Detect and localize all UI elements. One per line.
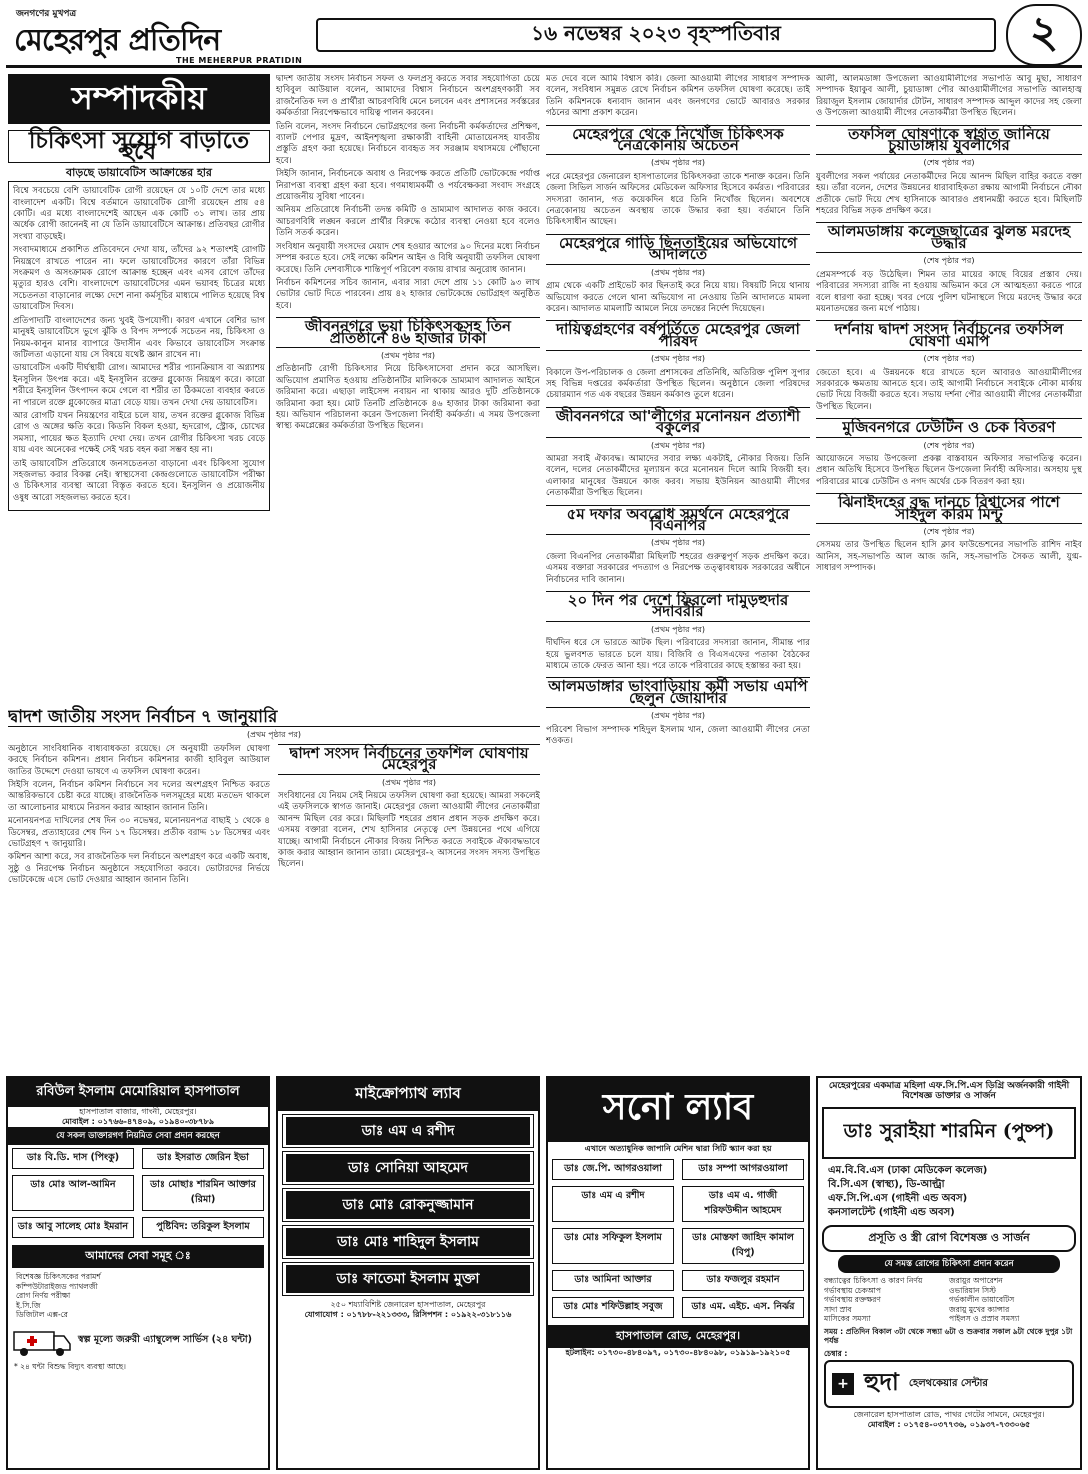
doctor-degree: এম.বি.বি.এস (ঢাকা মেডিকেল কলেজ) — [828, 1165, 988, 1176]
service-item: সাদা স্রাব — [824, 1304, 852, 1314]
news-paragraph: জেতো হবে। এ উন্নয়নকে ধরে রাখতে হলে আবারও আওয়ামীলীগের সরকারকে ক্ষমতায় আনতে হবে। তাই আগামী নির্বাচনে সবাইকে নৌকা মার্কায় ভোট দিয়ে বিজয়ী করতে হবে। সভায় দর্শনা পৌর আওয়ামী লীগের নেতাকর্মীরা উপস্থিত ছিলেন। — [816, 367, 1082, 412]
doctor-name: ডাঃ আবু সালেহ মোঃ ইমরান — [17, 1221, 129, 1232]
service-item: ই.সি.জি — [16, 1300, 41, 1310]
ad-address: হাসপাতাল রোড, মেহেরপুর। — [548, 1325, 808, 1348]
news-paragraph: যুবলীগের সকল পর্যায়ের নেতাকর্মীদের নিয়ে আনন্দ মিছিল বাহির করতে বক্তা হয়। তাঁরা বলেন, দেশের উন্নয়নের ধারাবাহিকতা রক্ষায় আগামী নির্বাচনে নৌকা প্রতীকে ভোট দিয়ে শেখ হাসিনাকে আবারও প্রধানমন্ত্রী করতে হবে। মিছিলটি শহরের বিভিন্ন সড়ক প্রদক্ষিণ করে। — [816, 171, 1082, 217]
continued-label: (প্রথম পৃষ্ঠার পর) — [650, 158, 706, 168]
continued-label: (প্রথম পৃষ্ঠার পর) — [380, 350, 436, 360]
continued-label: (প্রথম পৃষ্ঠার পর) — [650, 440, 706, 450]
continued-label: (শেষ পৃষ্ঠার পর) — [923, 440, 975, 450]
continued-label: (শেষ পৃষ্ঠার পর) — [923, 158, 975, 168]
editorial-banner: সম্পাদকীয় — [8, 74, 270, 124]
service-item: বিশেষজ্ঞ চিকিৎসকের পরামর্শ — [16, 1272, 101, 1281]
ad-intro: এখানে অত্যাধুনিক জাপানি মেশিন দ্বারা সিটি স্ক্যান করা হয় — [584, 1144, 772, 1153]
service-item: জরায়ুর অপারেশন — [949, 1276, 1003, 1285]
doctor-name: ডাঃ মোছাঃ শারমিন আক্তার (রিমা) — [150, 1179, 256, 1205]
issue-date: ১৬ নভেম্বর ২০২৩ বৃহস্পতিবার — [316, 18, 996, 52]
specialty-banner: প্রসূতি ও স্ত্রী রোগ বিশেষজ্ঞ ও সার্জন — [868, 1231, 1030, 1244]
doctor-name: ডাঃ এম এ. গাজী শরিফউদ্দীন আহমেদ — [704, 1190, 782, 1216]
ad-phone: মোবাইল : ০১৭৬৬-৪৭৪০৯, ০১৯৪০-৩৮৭৮৯ — [61, 1117, 215, 1126]
service-item: বন্ধ্যাত্বের চিকিৎসা ও কারণ নির্ণয় — [824, 1276, 923, 1285]
masthead — [6, 4, 1082, 68]
service-item: ওভারিয়ান সিস্ট — [949, 1285, 996, 1295]
doctor-name: ডাঃ সোনিয়া আহমেদ — [286, 1154, 530, 1182]
clinic-subtitle: হেলথকেয়ার সেন্টার — [908, 1377, 988, 1389]
doctor-degree: এফ.সি.পি.এস (গাইনী এন্ড অবস) — [828, 1193, 968, 1204]
news-column-4 — [816, 74, 1082, 1070]
service-item: মাসিকের সমস্যা — [824, 1314, 871, 1323]
continued-label: (প্রথম পৃষ্ঠার পর) — [246, 730, 302, 740]
continued-label: (প্রথম পৃষ্ঠার পর) — [650, 624, 706, 634]
ad-sono-lab — [546, 1076, 810, 1470]
doctor-name: ডাঃ সম্পা আগরওয়ালা — [698, 1163, 788, 1174]
doctor-name: ডাঃ এম এ রশীদ — [286, 1117, 530, 1145]
ad-intro: মেহেরপুরের একমাত্র মহিলা এফ.সি.পি.এস ডিগ্রি অর্জনকারী গাইনী বিশেষজ্ঞ ডাক্তার ও সার্জন — [828, 1081, 1070, 1101]
continued-label: (প্রথম পৃষ্ঠার পর) — [650, 711, 706, 721]
news-paragraph: গ্রাম থেকে একটি প্রাইভেট কার ছিনতাই করে নিয়ে যায়। বিষয়টি নিয়ে থানায় অভিযোগ করতে গেলে থানা অভিযোগ না নেওয়ায় তিনি আদালতে মামলা করেন। আদালত মামলাটি আমলে নিয়ে তদন্তের নির্দেশ দিয়েছেন। — [546, 281, 810, 314]
news-paragraph: বিকালে উপ-পরিচালক ও জেলা প্রশাসকের প্রতিনিধি, অতিরিক্ত পুলিশ সুপার সহ বিভিন্ন দপ্তরের কর্মকর্তারা উপস্থিত ছিলেন। অনুষ্ঠানে জেলা পরিষদের চেয়ারম্যান গত এক বছরের উন্নয়ন কর্মকাণ্ড তুলে ধরেন। — [546, 367, 810, 401]
page-number: ২ — [1006, 4, 1082, 66]
editorial-body — [8, 181, 270, 511]
doctor-name: ডাঃ মোস্তফা জাহিদ কামাল (বিপু) — [692, 1232, 794, 1258]
continued-label: (প্রথম পৃষ্ঠার পর) — [381, 777, 437, 787]
ad-title: মাইক্রোপ্যাথ ল্যাব — [278, 1078, 538, 1111]
news-column-2 — [276, 74, 540, 694]
ad-address: ২৫০ শয্যাবিশিষ্ট জেনারেল হাসপাতাল, মেহেরপুর — [330, 1300, 486, 1309]
ad-phone: হটলাইন: ০১৭৩০-৪৮৪০৯৭, ০১৭৩০-৪৮৪০৯৮, ০১৯১৯-১৯২১০৫ — [565, 1348, 791, 1357]
election-paragraph: মনোনয়নপত্র দাখিলের শেষ দিন ৩০ নভেম্বর, মনোনয়নপত্র বাছাই ১ থেকে ৪ ডিসেম্বর, প্রত্যাহারের শেষ দিন ১৭ ডিসেম্বর। প্রতীক বরাদ্দ ১৮ ডিসেম্বর এবং ভোটগ্রহণ ৭ জানুয়ারি। — [8, 816, 270, 850]
continued-label: (শেষ পৃষ্ঠার পর) — [923, 354, 975, 364]
election-paragraph: কমিশন আশা করে, সব রাজনৈতিক দল নির্বাচনে অংশগ্রহণ করে একটি অবাধ, সুষ্ঠু ও নিরপেক্ষ নির্বাচন অনুষ্ঠানে সহযোগিতা করবে। ভোটারদের নির্ভয়ে ভোটকেন্দ্রে এসে ভোট দেওয়ার আহ্বান জানান তিনি। — [8, 852, 270, 886]
services-list — [818, 1276, 1080, 1324]
news-paragraph: সেসময় তার উপস্থিত ছিলেন হাসি ক্লাব ফাউন্ডেশনের সভাপতি রাশিদ নাইব আনিস, সহ-সভাপতি আল আজ জনি, সহ-সভাপতি সৈকত আলী, যুগ্ম-সাধারণ সম্পাদক। — [816, 540, 1082, 574]
service-item: কম্পিউটারাইজড প্যাথলজী — [16, 1281, 98, 1291]
doctor-name: ডাঃ ফাতেমা ইসলাম মুক্তা — [286, 1265, 530, 1293]
ad-phone: যোগাযোগ : ০১৭৮৮-২২১৩৩৩, রিসিপশন : ০১৯২২-৩১৮১১৬ — [304, 1310, 512, 1319]
ad-gynae-doctor — [816, 1076, 1082, 1470]
continued-label: (প্রথম পৃষ্ঠার পর) — [650, 538, 706, 548]
service-item: ডিজিটাল এক্স-রে — [16, 1310, 68, 1319]
chamber-time: সময় : প্রতিদিন বিকাল ৩টা থেকে সন্ধ্যা ৬টা ও শুক্রবার সকাল ৯টা থেকে দুপুর ১টা পর্যন্ত — [824, 1326, 1073, 1345]
ad-address: হাসপাতাল বাজার, গাংনী, মেহেরপুর। — [79, 1107, 197, 1116]
news-paragraph: প্রেমসম্পর্কে বড় উঠেছিল। শিমন তার মায়ের কাছে বিয়ের প্রস্তাব দেয়। পরিবারের সদস্যরা রাজি না হওয়ায় অভিমান করে সে আত্মহত্যা করতে পারে বলে ধারণা করা হচ্ছে। খবর পেয়ে পুলিশ ঘটনাস্থলে গিয়ে মরদেহ উদ্ধার করে ময়নাতদন্তের জন্য মর্গে পাঠায়। — [816, 269, 1082, 314]
doctor-name: ডাঃ জে.পি. আগরওয়ালা — [564, 1163, 662, 1174]
service-item: পাইলস ও প্রস্রাব সমস্যা — [949, 1314, 1020, 1323]
continued-label: (শেষ পৃষ্ঠার পর) — [923, 256, 975, 266]
news-paragraph: সিইসি জানান, নির্বাচনকে অবাধ ও নিরপেক্ষ করতে প্রতিটি ভোটকেন্দ্রে পর্যাপ্ত নিরাপত্তা ব্যবস্থা গ্রহণ করা হবে। গণমাধ্যমকর্মী ও পর্যবেক্ষকরা সংবাদ সংগ্রহে প্রয়োজনীয় সুবিধা পাবেন। — [276, 169, 540, 203]
ad-title: রবিউল ইসলাম মেমোরিয়াল হাসপাতাল — [8, 1078, 268, 1107]
ad-phone: মোবাইল : ০১৭৫৪-০৩৭৭৩৬, ০১৯৩৭-৭৩৩০৬৫ — [867, 1420, 1031, 1429]
doctor-name: ডাঃ মোঃ আল-আমিন — [30, 1179, 116, 1190]
logo-title: মেহেরপুর প্রতিদিন — [14, 23, 221, 58]
news-headline: আলমডাঙ্গার ভাংবাড়িয়ায় কর্মী সভায় এমপি ছেলুন জোয়ার্দার — [546, 677, 810, 708]
news-headline: মুজিবনগরে ঢেউটিন ও চেক বিতরণ — [816, 418, 1082, 437]
election-paragraph: সিইসি বলেন, নির্বাচন কমিশন নির্বাচনে সব দলের অংশগ্রহণ নিশ্চিত করতে আন্তরিকভাবে চেষ্টা করে যাচ্ছে। রাজনৈতিক দলসমূহের মধ্যে মতভেদ থাকলে তা আলোচনার মাধ্যমে নিরসন করার আহ্বান জানান তিনি। — [8, 780, 270, 813]
news-paragraph: দীর্ঘদিন ধরে সে ভারতে আটক ছিল। পরিবারের সদস্যরা জানান, সীমান্ত পার হয়ে ভুলবশত ভারতে চলে যায়। বিজিবি ও বিএসএফের পতাকা বৈঠকের মাধ্যমে তাকে ফেরত আনা হয়। পরে তাকে পরিবারের কাছে হস্তান্তর করা হয়। — [546, 638, 810, 672]
news-headline: মেহেরপুরে থেকে নিখোঁজ চিকিৎসক নেত্রকোনায় অচেতন — [546, 125, 810, 156]
editorial-paragraph: প্রতিপাদ্যটি বাংলাদেশের জন্য খুবই উপযোগী। কারণ এখানে বেশির ভাগ মানুষই ডায়াবেটিসে ভুগে ঝুঁকি ও বিপদ সম্পর্কে সচেতন নয়, চিকিৎসা ও নিয়ম-কানুন মানার ব্যাপারে উদাসীন এবং কিভাবে ডায়াবেটিস সংক্রান্ত জটিলতা এড়ানো যায় সে বিষয়ে যথেষ্ট জ্ঞান রাখেন না। — [13, 315, 265, 360]
doctor-name: ডাঃ এম এ রশীদ — [581, 1190, 645, 1201]
ambulance-icon — [12, 1324, 72, 1358]
ad-footer: * ২৪ ঘন্টা বিশুদ্ধ বিদ্যুৎ ব্যবস্থা আছে। — [14, 1361, 126, 1371]
election-headline: দ্বাদশ জাতীয় সংসদ নির্বাচন ৭ জানুয়ারি — [8, 709, 540, 727]
services-list — [8, 1272, 268, 1320]
editorial-paragraph: আর রোগটি যখন নিয়ন্ত্রণের বাইরে চলে যায়, তখন রক্তের গ্লুকোজ বিভিন্ন রোগ ও অঙ্গের ক্ষতি করে। কিডনি বিকল হওয়া, হৃদরোগ, স্ট্রোক, চোখের সমস্যা, পায়ের ক্ষত ইত্যাদি দেখা দেয়। তখন রোগীর চিকিৎসা খরচ বেড়ে যায় এবং অনেকের পক্ষেই সেই খরচ বহন করা সম্ভব হয় না। — [13, 410, 265, 456]
service-item: রোগ নির্ণয় পরীক্ষা — [16, 1291, 71, 1300]
service-item: গর্ভকালীন ডায়াবেটিস — [949, 1295, 1015, 1304]
schedule-story-text: সংবিধানের যে নিয়ম সেই নিয়মে তফসিল ঘোষণা করা হয়েছে। আমরা সকলেই এই তফসিলকে স্বাগত জানাই। মেহেরপুর জেলা আওয়ামী লীগের নেতাকর্মীরা আনন্দ মিছিল বের করে। মিছিলটি শহরের প্রধান প্রধান সড়ক প্রদক্ষিণ করে। এসময় বক্তারা বলেন, শেখ হাসিনার নেতৃত্বে দেশ উন্নয়নের পথে এগিয়ে যাচ্ছে। আগামী নির্বাচনে নৌকার বিজয় নিশ্চিত করতে সবাইকে ঐক্যবদ্ধভাবে কাজ করার আহ্বান জানান তারা। মেহেরপুর-২ আসনের সংসদ সদস্য উপস্থিত ছিলেন। — [278, 791, 540, 870]
chamber-label: চেম্বার : — [824, 1348, 848, 1358]
doctor-name: ডাঃ মোঃ শাহিদুল ইসলাম — [286, 1228, 530, 1256]
ad-hospital — [6, 1076, 270, 1470]
news-paragraph: সংবিধান অনুযায়ী সংসদের মেয়াদ শেষ হওয়ার আগের ৯০ দিনের মধ্যে নির্বাচন সম্পন্ন করতে হবে। সেই লক্ষ্যে কমিশন আইন ও বিধি অনুযায়ী তফসিল ঘোষণা করেছে। তিনি দেশবাসীকে শান্তিপূর্ণ পরিবেশ বজায় রাখার অনুরোধ জানান। — [276, 241, 540, 275]
news-column-3 — [546, 74, 810, 1070]
news-headline: দর্শনায় দ্বাদশ সংসদ নির্বাচনের তফসিল ঘোষণা এমপি — [816, 320, 1082, 351]
clinic-name: হুদা — [864, 1367, 899, 1396]
service-item: জরায়ু মুখের ক্যান্সার — [949, 1304, 1010, 1314]
doctor-name: ডাঃ ফজলুর রহমান — [706, 1274, 780, 1285]
doctor-name: ডাঃ এম. এইচ. এস. নির্ঝর — [691, 1301, 795, 1312]
news-paragraph: মত দেবে বলে আমি বিশ্বাস করি। জেলা আওয়ামী লীগের সাধারণ সম্পাদক বলেন, সংবিধান সমুন্নত রেখে নির্বাচন কমিশন তফসিল ঘোষণা করেছে। তাই তিনি কমিশনকে ধন্যবাদ জানান এবং জনগণের ভোটে আবারও সরকার গঠনের আশা প্রকাশ করেন। — [546, 74, 810, 119]
news-paragraph: দ্বাদশ জাতীয় সংসদ নির্বাচন সফল ও ফলপ্রসূ করতে সবার সহযোগিতা চেয়ে হাবিবুল আউয়াল বলেন, আমাদের বিশ্বাস নির্বাচনে অংশগ্রহণকারী সব রাজনৈতিক দল ও প্রার্থীরা আচরণবিধি মেনে চলবেন এবং প্রশাসনের সর্বস্তরের কর্মকর্তারা নিরপেক্ষভাবে দায়িত্ব পালন করবেন। — [276, 74, 540, 119]
news-headline: আলমডাঙ্গায় কলেজছাত্রের ঝুলন্ত মরদেহ উদ্ধার — [816, 222, 1082, 253]
continued-label: (শেষ পৃষ্ঠার পর) — [923, 527, 975, 536]
editorial-paragraph: ডায়াবেটিস একটি দীর্ঘস্থায়ী রোগ। আমাদের শরীর প্যানক্রিয়াস বা অগ্ন্যাশয় ইনসুলিন উৎপন্ন করে। এই ইনসুলিন রক্তের গ্লুকোজ নিয়ন্ত্রণ করে। কারো শরীরে ইনসুলিন উৎপাদন কমে গেলে বা শরীর তা ঠিকমতো ব্যবহার করতে না পারলে রক্তে গ্লুকোজের মাত্রা বেড়ে যায়। তখন দেখা দেয় ডায়াবেটিস। — [13, 363, 265, 408]
election-story — [8, 704, 540, 1070]
news-headline: ২০ দিন পর দেশে ফিরলো দামুড়হুদার সদাবরীর — [546, 591, 810, 622]
news-paragraph: পরিবেশ বিভাগ সম্পাদক শহিদুল ইসলাম খান, জেলা আওয়ামী লীগের নেতা শওকত। — [546, 724, 810, 747]
news-paragraph: তিনি বলেন, সংসদ নির্বাচনে ভোটগ্রহণের জন্য নির্বাচনী কর্মকর্তাদের প্রশিক্ষণ, ব্যালট পেপার মুদ্রণ, আইনশৃঙ্খলা রক্ষাকারী বাহিনী মোতায়েনসহ যাবতীয় প্রস্তুতি গ্রহণ করা হয়েছে। নির্বাচনে ব্যবহৃত সব সরঞ্জাম যথাসময়ে পৌঁছানো হবে। — [276, 121, 540, 166]
editorial-headline: চিকিৎসা সুযোগ বাড়াতে হবে — [8, 130, 270, 163]
news-headline: মেহেরপুরে গাড়ি ছিনতাইয়ের অভিযোগে আদালতে — [546, 234, 810, 265]
continued-label: (প্রথম পৃষ্ঠার পর) — [650, 354, 706, 364]
health-story-text: প্রতিষ্ঠানটি রোগী চিকিৎসার নিয়ে চিকিৎসাসেবা প্রদান করে আসছিল। অভিযোগ প্রমাণিত হওয়ায় প্রতিষ্ঠানটির মালিককে ভ্রাম্যমাণ আদালত আইনে জরিমানা করে। এছাড়া লাইসেন্স নবায়ন না থাকায় আরও দুটি প্রতিষ্ঠানকে জরিমানা করা হয়। মোট তিনটি প্রতিষ্ঠানকে ৪৬ হাজার টাকা জরিমানা করা হয়। অভিযান পরিচালনা করেন উপজেলা নির্বাহী কর্মকর্তা। এ সময় উপজেলা স্বাস্থ্য কমপ্লেক্সের কর্মকর্তারা উপস্থিত ছিলেন। — [276, 364, 540, 432]
ambulance-service: স্বল্প মূল্যে জরুরী এ্যাম্বুলেন্স সার্ভিস (২৪ ঘন্টা) — [78, 1334, 252, 1345]
clinic-logo — [824, 1360, 1074, 1408]
doctor-name: ডাঃ বি.ডি. দাস (পিংকু) — [26, 1152, 120, 1163]
election-paragraph: অনুষ্ঠানে সাংবিধানিক বাধ্যবাধকতা রয়েছে। সে অনুযায়ী তফসিল ঘোষণা করছে নির্বাচন কমিশন। প্রধান নির্বাচন কমিশনার কাজী হাবিবুল আউয়াল জাতির উদ্দেশে দেওয়া ভাষণে এ তফসিল ঘোষণা করেন। — [8, 743, 270, 777]
newspaper-logo — [6, 6, 306, 66]
clinic-logo-icon: + — [832, 1373, 854, 1395]
news-paragraph: আয়োজনে সভায় উপজেলা প্রকল্প বাস্তবায়ন অফিসার সভাপতিত্ব করেন। প্রধান অতিথি হিসেবে উপস্থিত ছিলেন উপজেলা নির্বাহী অফিসার। অসহায় দুস্থ পরিবারের মাঝে ঢেউটিন ও নগদ অর্থের চেক বিতরণ করা হয়। — [816, 453, 1082, 487]
editorial-paragraph: বিশ্বে সবচেয়ে বেশি ডায়াবেটিক রোগী রয়েছেন যে ১০টি দেশে তার মধ্যে বাংলাদেশ একটি। বিশ্বে বর্তমানে ডায়াবেটিক রোগী রয়েছেন প্রায় ৫৪ কোটি। এর মধ্যে বাংলাদেশেই আছেন এক কোটি ৩১ লাখ। তার প্রায় অর্ধেক রোগী জানেনই না যে তিনি ডায়াবেটিসে আক্রান্ত। প্রতিবছর রোগীর সংখ্যা বাড়ছেই। — [13, 186, 265, 242]
news-paragraph: পরে মেহেরপুর জেনারেল হাসপাতালের চিকিৎসকরা তাকে শনাক্ত করেন। তিনি জেলা সিভিল সার্জন অফিসের মেডিকেল অফিসার হিসেবে কর্মরত। পরিবারের সদস্যরা জানান, গত কয়েকদিন ধরে তিনি নিখোঁজ ছিলেন। অবশেষে নেত্রকোনায় অচেতন অবস্থায় তাকে উদ্ধার করা হয়। বর্তমানে তিনি চিকিৎসাধীন আছেন। — [546, 171, 810, 228]
ad-title: সনো ল্যাব — [548, 1078, 808, 1142]
doctor-degree: বি.সি.এস (স্বাস্থ্য), ডি-আল্ট্রা — [828, 1179, 945, 1190]
doctor-name: ডাঃ মোঃ রোকনুজ্জামান — [286, 1191, 530, 1219]
services-title: যে সমস্ত রোগের চিকিৎসা প্রদান করেন — [838, 1255, 1060, 1273]
news-headline: দায়িত্বগ্রহণের বর্ষপূর্তিতে মেহেরপুর জেলা পরিষদ — [546, 320, 810, 351]
news-headline: তফসিল ঘোষণাকে স্বাগত জানিয়ে চুয়াডাঙ্গায় যুবলীগের — [816, 125, 1082, 156]
doctor-name: ডাঃ মোঃ শফিউল্লাহ সবুজ — [563, 1301, 663, 1312]
news-paragraph: জেলা বিএনপির নেতাকর্মীরা মিছিলটি শহরের গুরুত্বপূর্ণ সড়ক প্রদক্ষিণ করে। এসময় বক্তারা সরকারের পদত্যাগ ও নিরপেক্ষ তত্ত্বাবধায়ক সরকারের অধীনে নির্বাচনের দাবি জানান। — [546, 551, 810, 585]
news-headline: জীবননগরে আ'লীগের মনোনয়ন প্রত্যাশী বকুলের — [546, 407, 810, 438]
services-title: আমাদের সেবা সমূহ ঃ — [12, 1245, 264, 1268]
editorial-paragraph: সংবাদমাধ্যমে প্রকাশিত প্রতিবেদনে দেখা যায়, তাঁদের ৯২ শতাংশই রোগটি নিয়ন্ত্রণে রাখতে পারেন না। ফলে ডায়াবেটিসের কারণে তাঁরা বিভিন্ন সংক্রমণ ও অসংক্রামক রোগে আক্রান্ত হচ্ছেন এবং এসব রোগে তাঁদের মৃত্যুর হারও বেশি। বাংলাদেশে ডায়াবেটিসের এমন ভয়াবহ চিত্রের মধ্যে সচেতনতা বাড়ানোর লক্ষ্যে দেশে নানা কর্মসূচির মাধ্যমে পালিত হয়েছে বিশ্ব ডায়াবেটিস দিবস। — [13, 245, 265, 313]
news-paragraph: আমরা সবাই ঐক্যবদ্ধ। আমাদের সবার লক্ষ্য একটাই, নৌকার বিজয়। তিনি বলেন, দলের নেতাকর্মীদের মূল্যায়ন করে মনোনয়ন দিলে আমি বিজয়ী হব। এলাকার মানুষের উন্নয়নে কাজ করব। সভায় ইউনিয়ন আওয়ামী লীগের নেতাকর্মীরা উপস্থিত ছিলেন। — [546, 453, 810, 499]
doctor-name: ডাঃ আমিনা আক্তার — [574, 1274, 652, 1285]
schedule-headline: দ্বাদশ সংসদ নির্বাচনের তফশিল ঘোষণায় মেহেরপুর — [278, 744, 540, 775]
editorial-column — [8, 74, 270, 694]
news-paragraph: আলী, আলমডাঙ্গা উপজেলা আওয়ামীলীগের সভাপতি আবু মুছা, সাধারণ সম্পাদক ইয়াকুব আলী, চুয়াডাঙ্গা পৌর আওয়ামীলীগের সভাপতি আলহাজ্ব রিয়াজুল ইসলাম জোয়ার্দার টোটন, সাধারণ সম্পাদক আব্দুল কাদের সহ জেলা ও উপজেলা আওয়ামী লীগের নেতাকর্মীরা উপস্থিত ছিলেন। — [816, 74, 1082, 119]
service-item: গর্ভাবস্থায় রক্তক্ষরণ — [824, 1295, 881, 1304]
editorial-paragraph: তাই ডায়াবেটিস প্রতিরোধে জনসচেতনতা বাড়ানো এবং চিকিৎসা সুযোগ সহজলভ্য করার বিকল্প নেই। স্বাস্থ্যসেবা কেন্দ্রগুলোতে ডায়াবেটিস পরীক্ষা ও চিকিৎসার ব্যবস্থা আরো বিস্তৃত করতে হবে। ইনসুলিন ও প্রয়োজনীয় ওষুধ আরো সহজলভ্য করতে হবে। — [13, 458, 265, 503]
nutritionist-name: পুষ্টিবিদ: তরিকুল ইসলাম — [156, 1221, 250, 1232]
editorial-subhead: বাড়ছে ডায়াবেটিস আক্রান্তের হার — [66, 165, 212, 179]
ad-lab — [276, 1076, 540, 1470]
continued-label: (প্রথম পৃষ্ঠার পর) — [650, 267, 706, 277]
ad-address: জেনারেল হাসপাতাল রোড, পাথর গেটের সামনে, মেহেরপুর। — [853, 1410, 1045, 1419]
logo-title-en: THE MEHERPUR PRATIDIN — [176, 56, 303, 65]
news-paragraph: অনিয়ম প্রতিরোধে নির্বাচনী তদন্ত কমিটি ও ভ্রাম্যমাণ আদালত কাজ করবে। আচরণবিধি লঙ্ঘন করলে প্রার্থীর বিরুদ্ধে কঠোর ব্যবস্থা নেওয়া হবে বলেও তিনি সতর্ক করেন। — [276, 205, 540, 239]
health-headline: জীবননগরে ভুয়া চিকিৎসকসহ তিন প্রতিষ্ঠানে ৪৬ হাজার টাকা — [276, 317, 540, 348]
logo-tagline: জনগণের মুখপত্র — [16, 9, 77, 19]
doctor-name: ডাঃ ইসরাত জেরিন ইভা — [157, 1152, 249, 1163]
doctor-name: ডাঃ মোঃ সফিকুল ইসলাম — [564, 1232, 662, 1243]
news-paragraph: নির্বাচন কমিশনের সচিব জানান, এবার সারা দেশে প্রায় ১১ কোটি ৯৩ লাখ ভোটার ভোট দিতে পারবেন। প্রায় ৪২ হাজার ভোটকেন্দ্রে ভোটগ্রহণ অনুষ্ঠিত হবে। — [276, 277, 540, 311]
doctor-name: ডাঃ সুরাইয়া শারমিন (পুষ্প) — [843, 1120, 1055, 1142]
ad-doctor-bar: যে সকল ডাক্তারগণ নিয়মিত সেবা প্রদান করছেন — [8, 1127, 268, 1145]
news-headline: ৫ম দফার অবরোধ সমর্থনে মেহেরপুরে বিএনপির — [546, 505, 810, 536]
doctor-degree: কনসালটেন্ট (গাইনী এন্ড অবস) — [828, 1207, 955, 1218]
news-headline: ঝিনাইদহের বৃদ্ধ দানচে বিশ্বাসের পাশে সাইদুল করিম মিন্টু — [816, 493, 1082, 524]
service-item: গর্ভাবস্থায় চেকআপ — [824, 1285, 881, 1295]
